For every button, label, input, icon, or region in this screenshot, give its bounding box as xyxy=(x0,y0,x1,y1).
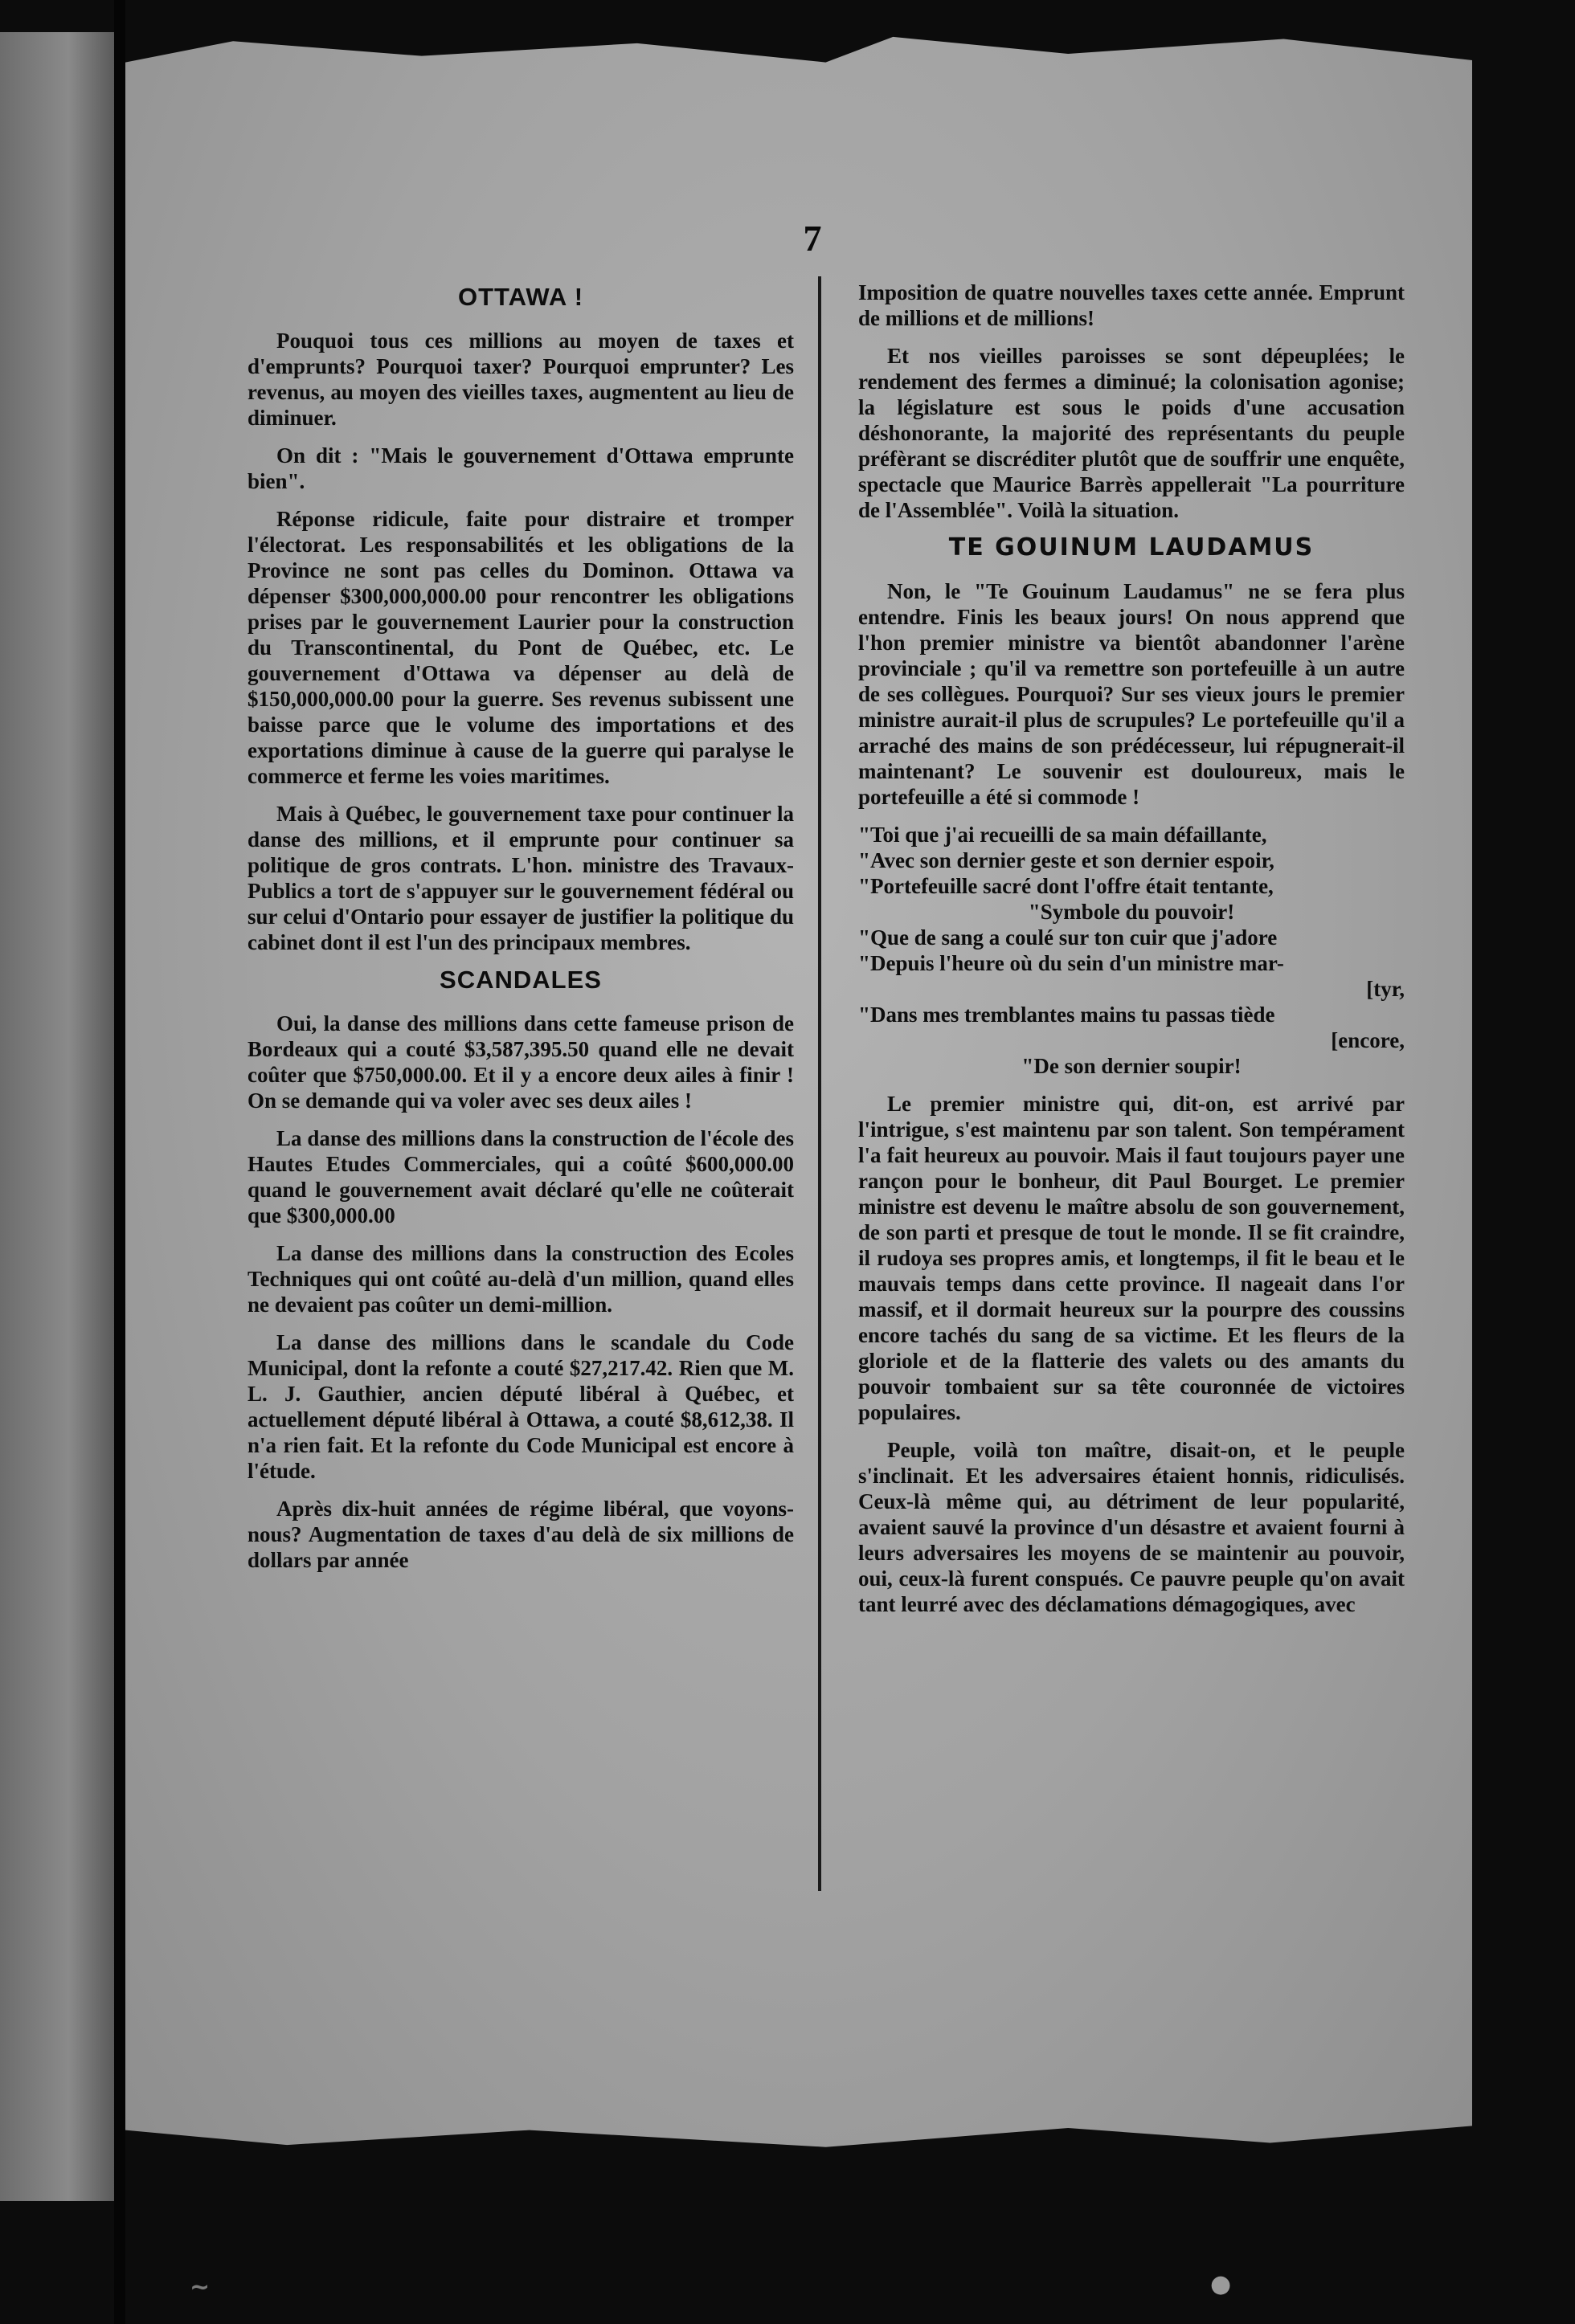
right-column xyxy=(858,280,1405,1629)
paragraph: Non, le "Te Gouinum Laudamus" ne se fera plus entendre. Finis les beaux jours! On nous apprend que l'hon premier ministre va bientôt abandonner l'arène provinciale ; qu'il va remettre son portefeuille à un autre de ses collègues. Pourquoi? Sur ses vieux jours le premier ministre aurait-il plus de scrupules? Le portefeuille qu'il a arraché des mains de son prédécesseur, lui répugnerait-il maintenant? Le souvenir est douloureux, mais le portefeuille a été si commode ! xyxy=(858,579,1405,809)
scan-artifact-left: ~ xyxy=(190,2273,211,2302)
poem-line: "Depuis l'heure où du sein d'un ministre mar- xyxy=(858,951,1284,975)
paragraph: Réponse ridicule, faite pour distraire et tromper l'électorat. Les responsabilités et les obligations de la Province ne sont pas celles du Dominon. Ottawa va dépenser $300,000,000.00 pour rencontrer les obligations prises par le gouvernement Laurier pour la construction du Transcontinental, du Pont de Québec, etc. Le gouvernement d'Ottawa va dépenser au delà de $150,000,000.00 pour la guerre. Ses revenus subissent une baisse parce que le volume des importations et des exportations diminue à cause de la guerre qui paralyse le commerce et ferme les voies maritimes. xyxy=(248,507,794,788)
book-gutter xyxy=(114,0,125,2324)
paragraph: La danse des millions dans la construction de l'école des Hautes Etudes Commerciales, qui a coûté $600,000.00 quand le gouvernement avait déclaré qu'elle ne coûterait que $300,000.00 xyxy=(248,1126,794,1227)
poem-line: [tyr, xyxy=(1366,977,1405,1001)
section-title-te-gouinum: TE GOUINUM LAUDAMUS xyxy=(948,533,1315,562)
previous-page-edge xyxy=(0,32,114,2201)
poem-line: "Symbole du pouvoir! xyxy=(1028,900,1235,924)
poem-line: [encore, xyxy=(1331,1028,1405,1052)
paragraph: Le premier ministre qui, dit-on, est arrivé par l'intrigue, s'est maintenu par son talent. Son tempérament l'a fait heureux au pouvoir. Mais il faut toujours payer une rançon pour le bonheur, dit Paul Bourget. Le premier ministre est devenu le maître absolu de son gouvernement, de son parti et presque de tout le monde. Il se fit craindre, il rudoya ses propres amis, et longtemps, il fit le beau et le mauvais temps dans cette province. Il nageait dans l'or massif, et il dormait heureux sur la pourpre des coussins encore tachés du sang de sa victime. Et les fleurs de la gloriole et de la flatterie des valets ou des amants du pouvoir tombaient sur sa tête couronnée de victoires populaires. xyxy=(858,1092,1405,1424)
paragraph: La danse des millions dans le scandale du Code Municipal, dont la refonte a couté $27,217.42. Rien que M. L. J. Gauthier, ancien député libéral à Québec, et actuellement député libéral à Ottawa, a couté $8,612,38. Il n'a rien fait. Et la refonte du Code Municipal est encore à l'étude. xyxy=(248,1330,794,1483)
poem-line: "Avec son dernier geste et son dernier espoir, xyxy=(858,848,1274,872)
page-number: 7 xyxy=(803,218,822,259)
paragraph: Et nos vieilles paroisses se sont dépeuplées; le rendement des fermes a diminué; la colonisation agonise; la législature est sous le poids d'une accusation déshonorante, la majorité des représentants du peuple préfèrant se discréditer plutôt que de souffrir une enquête, spectacle que Maurice Barrès appellerait "La pourriture de l'Assemblée". Voilà la situation. xyxy=(858,344,1405,522)
left-column xyxy=(248,280,794,1585)
section-title-ottawa: OTTAWA ! xyxy=(457,283,584,311)
paragraph: Après dix-huit années de régime libéral, que voyons-nous? Augmentation de taxes d'au delà de six millions de dollars par année xyxy=(248,1497,794,1572)
poem-line: "Toi que j'ai recueilli de sa main défaillante, xyxy=(858,823,1267,847)
scan-artifact-right: ● xyxy=(1210,2270,1232,2298)
paragraph: Oui, la danse des millions dans cette fameuse prison de Bordeaux qui a couté $3,587,395.50 quand elle ne devait coûter que $750,000.00. Et il y a encore deux ailes à finir ! On se demande qui va voler avec ses deux ailes ! xyxy=(248,1011,794,1113)
section-title-scandales: SCANDALES xyxy=(440,966,602,994)
column-divider xyxy=(818,276,821,1891)
poem-line: "Portefeuille sacré dont l'offre était tentante, xyxy=(858,874,1274,898)
paragraph: Pouquoi tous ces millions au moyen de taxes et d'emprunts? Pourquoi taxer? Pourquoi emprunter? Les revenus, au moyen des vieilles taxes, augmentent au lieu de diminuer. xyxy=(248,329,794,430)
poem-line: "De son dernier soupir! xyxy=(1021,1054,1242,1078)
paragraph: Mais à Québec, le gouvernement taxe pour continuer la danse des millions, et il emprunte pour continuer sa politique de gros contrats. L'hon. ministre des Travaux-Publics a tort de s'appuyer sur le gouvernement fédéral ou sur celui d'Ontario pour essayer de justifier la politique du cabinet dont il est l'un des principaux membres. xyxy=(248,802,794,954)
paragraph: Imposition de quatre nouvelles taxes cette année. Emprunt de millions et de millions! xyxy=(858,280,1405,330)
poem-line: "Que de sang a coulé sur ton cuir que j'adore xyxy=(858,925,1278,950)
poem-verse xyxy=(858,822,1405,1079)
poem-line: "Dans mes tremblantes mains tu passas tiède xyxy=(858,1003,1275,1027)
paragraph: La danse des millions dans la construction des Ecoles Techniques qui ont coûté au-delà d'un million, quand elles ne devaient pas coûter un demi-million. xyxy=(248,1241,794,1317)
paragraph: Peuple, voilà ton maître, disait-on, et le peuple s'inclinait. Et les adversaires étaient honnis, ridiculisés. Ceux-là même qui, au détriment de leur popularité, avaient sauvé la province d'un désastre et avaient fourni à leurs adversaires les moyens de se maintenir au pouvoir, oui, ceux-là furent conspués. Ce pauvre peuple qu'on avait tant leurré avec des déclamations démagogiques, avec xyxy=(858,1438,1405,1616)
paragraph: On dit : "Mais le gouvernement d'Ottawa emprunte bien". xyxy=(248,443,794,493)
